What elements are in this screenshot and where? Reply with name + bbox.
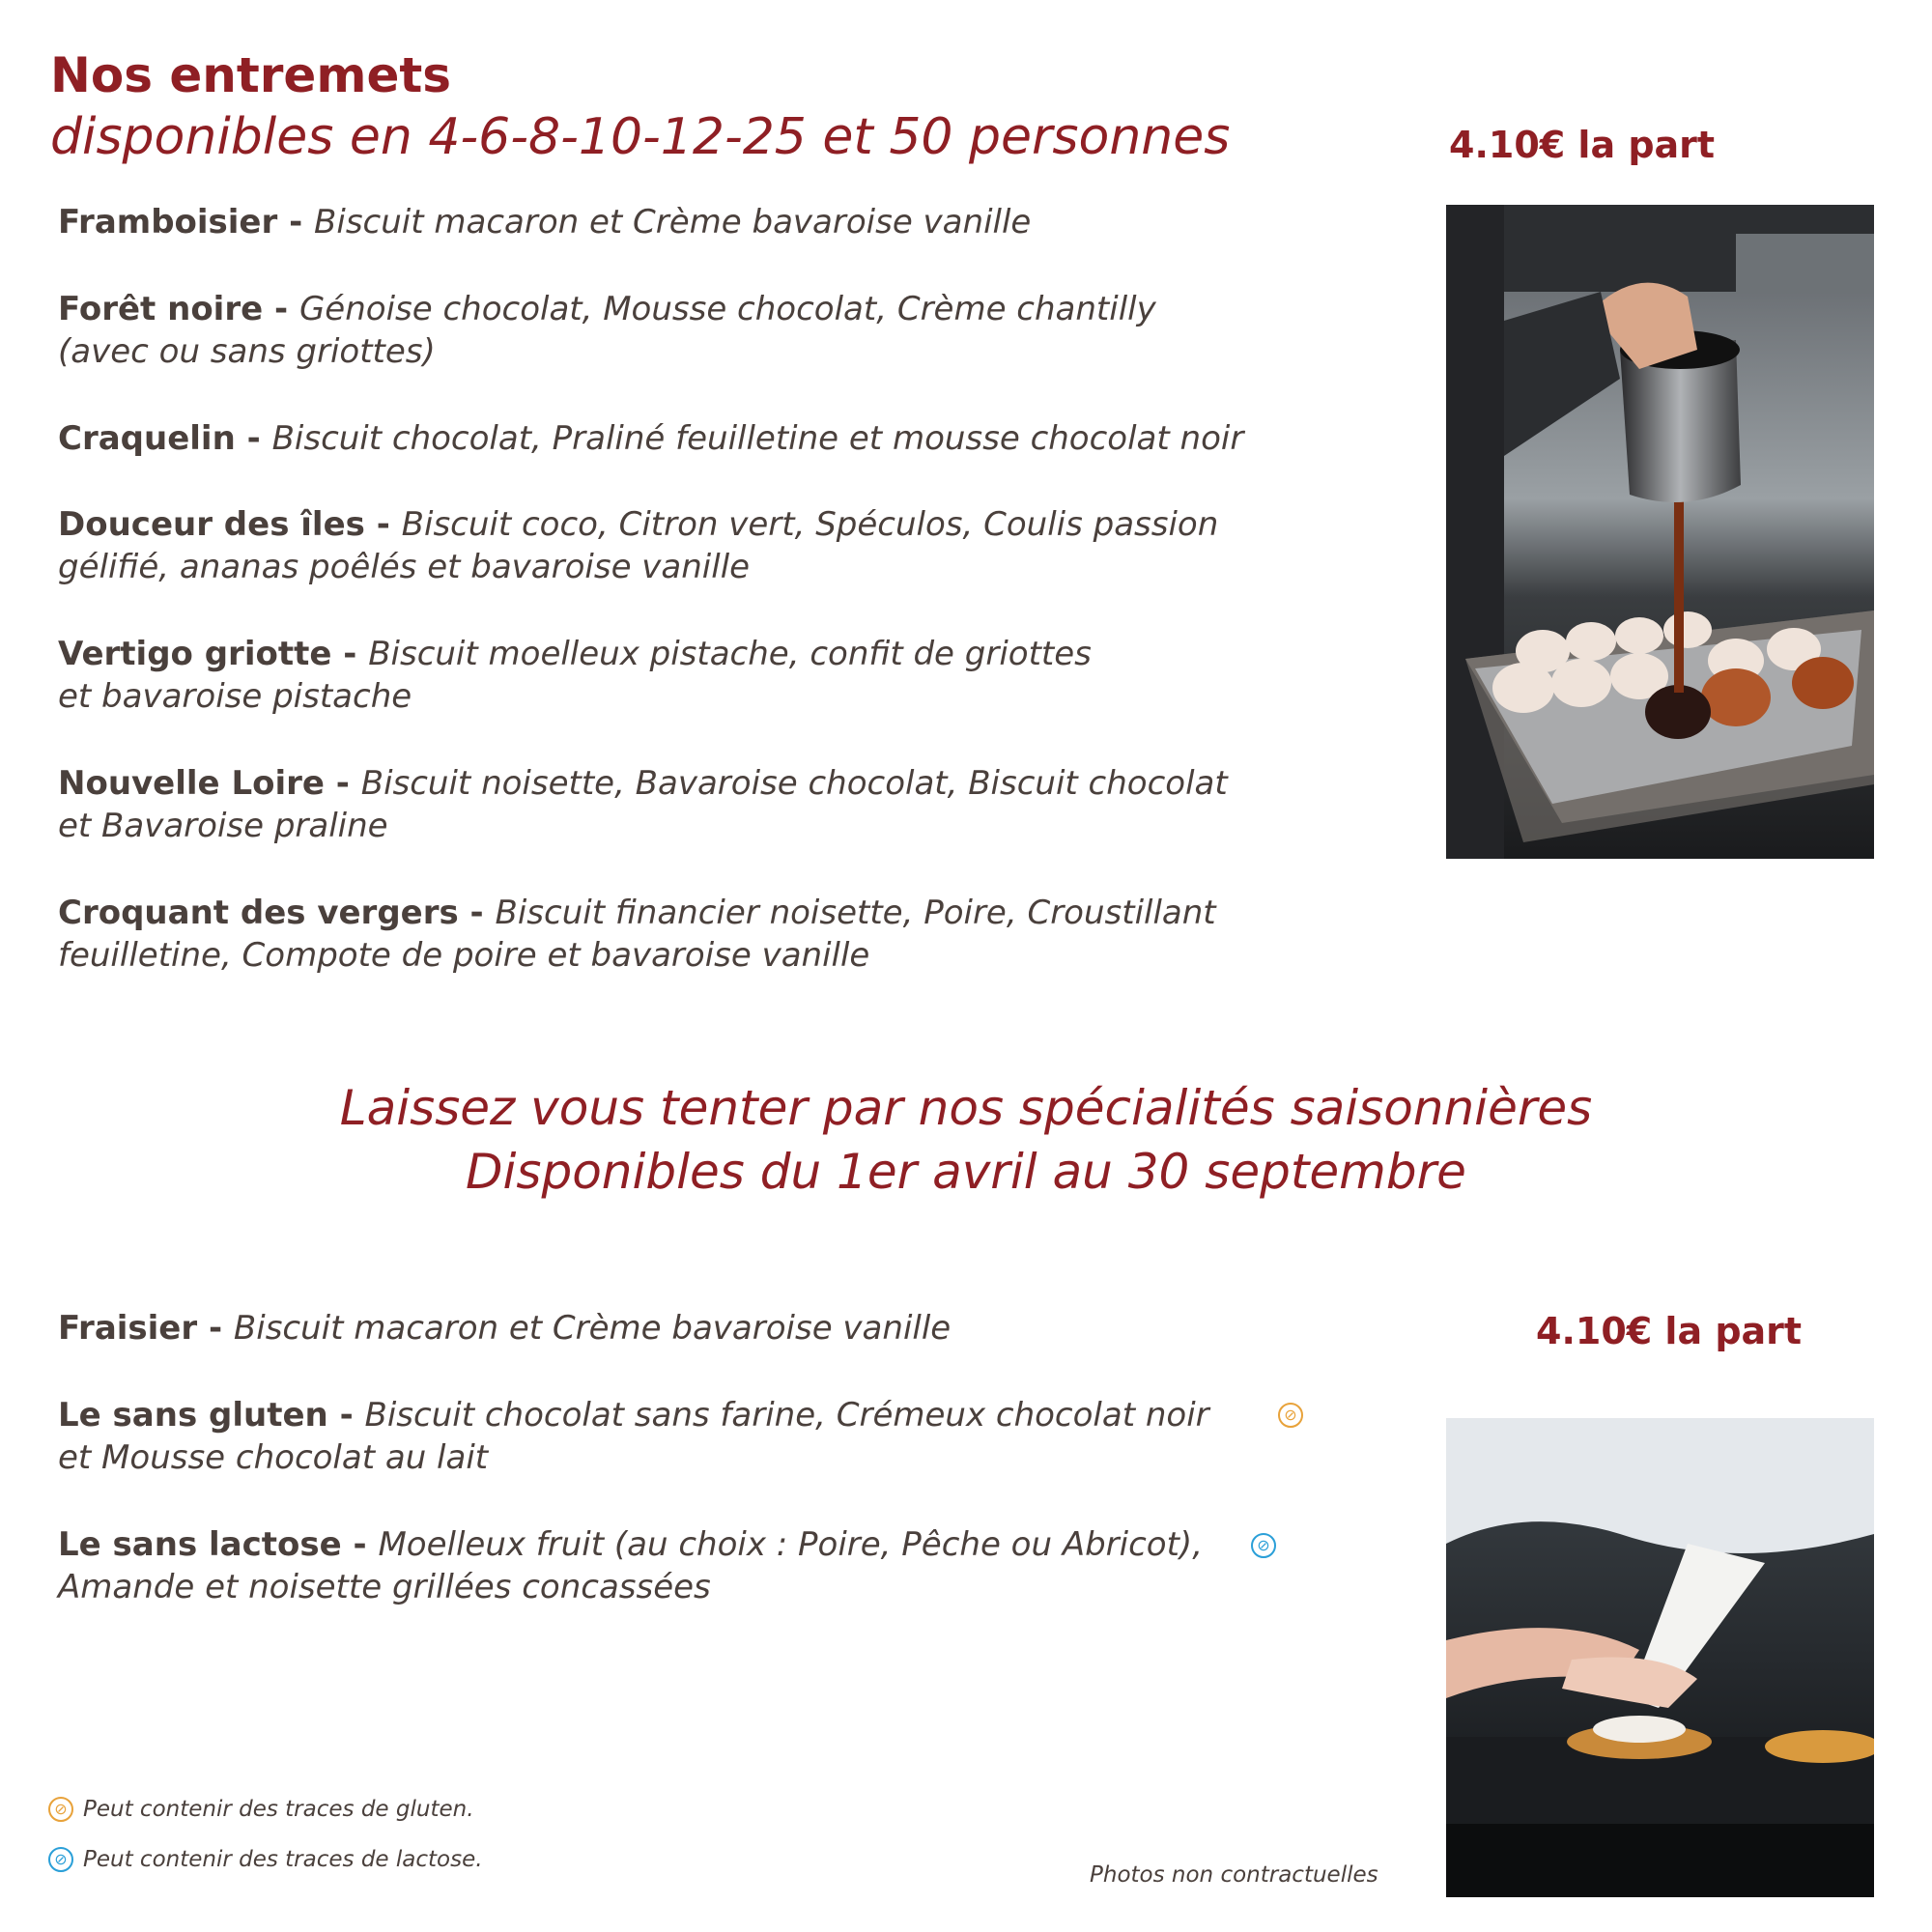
item-description: Biscuit macaron et Crème bavaroise vanille: [314, 203, 1032, 242]
legend-gluten-text: Peut contenir des traces de gluten.: [83, 1797, 474, 1822]
item-description-cont: Amande et noisette grillées concassées: [58, 1568, 711, 1606]
list-item: [58, 1394, 1323, 1479]
item-description: Biscuit chocolat sans farine, Crémeux chocolat noir: [364, 1396, 1209, 1435]
item-name: Fraisier -: [58, 1309, 234, 1348]
list-item: [58, 1523, 1323, 1608]
photos-disclaimer: Photos non contractuelles: [1090, 1862, 1378, 1888]
item-name: Croquant des vergers -: [58, 894, 496, 932]
item-description-cont: feuilletine, Compote de poire et bavaroise vanille: [58, 936, 870, 975]
item-name: Framboisier -: [58, 203, 315, 242]
list-item: [58, 503, 1323, 588]
item-description: Biscuit noisette, Bavaroise chocolat, Biscuit chocolat: [360, 764, 1228, 803]
item-name: Vertigo griotte -: [58, 635, 369, 673]
seasonal-heading-line1: Laissez vous tenter par nos spécialités saisonnières: [339, 1080, 1593, 1136]
item-description: Moelleux fruit (au choix : Poire, Pêche ou Abricot),: [378, 1525, 1204, 1564]
item-name: Douceur des îles -: [58, 505, 402, 544]
item-description: Biscuit financier noisette, Poire, Croustillant: [495, 894, 1216, 932]
legend-gluten: [48, 1797, 474, 1822]
no-gluten-icon: ⊘: [1278, 1403, 1303, 1428]
item-description: Biscuit macaron et Crème bavaroise vanille: [233, 1309, 952, 1348]
item-description-cont: gélifié, ananas poêlés et bavaroise vanille: [58, 548, 751, 586]
list-item: [58, 892, 1323, 977]
list-item: [58, 417, 1323, 460]
item-description: Génoise chocolat, Mousse chocolat, Crème chantilly: [298, 290, 1156, 328]
list-item: [58, 288, 1323, 373]
photo-piping-pastry: [1446, 1418, 1874, 1897]
item-name: Forêt noire -: [58, 290, 299, 328]
item-description-cont: et Bavaroise praline: [58, 807, 388, 845]
item-description: Biscuit coco, Citron vert, Spéculos, Coulis passion: [401, 505, 1219, 544]
no-lactose-icon: ⊘: [48, 1847, 73, 1872]
item-name: Nouvelle Loire -: [58, 764, 361, 803]
no-gluten-icon: ⊘: [48, 1797, 73, 1822]
list-item: [58, 762, 1323, 847]
legend-lactose: [48, 1847, 483, 1872]
photo-chocolate-glaze: [1446, 205, 1874, 859]
item-description: Biscuit moelleux pistache, confit de griottes: [368, 635, 1092, 673]
item-description-cont: et bavaroise pistache: [58, 677, 412, 716]
item-description: Biscuit chocolat, Praliné feuilletine et mousse chocolat noir: [271, 419, 1244, 458]
list-item: [58, 633, 1323, 718]
list-item: [58, 201, 1323, 243]
item-description-cont: et Mousse chocolat au lait: [58, 1438, 489, 1477]
item-name: Craquelin -: [58, 419, 272, 458]
no-lactose-icon: ⊘: [1251, 1533, 1276, 1558]
page-title: Nos entremets: [50, 47, 452, 103]
seasonal-heading-line2: Disponibles du 1er avril au 30 septembre: [466, 1144, 1466, 1200]
legend-lactose-text: Peut contenir des traces de lactose.: [83, 1847, 483, 1872]
item-name: Le sans lactose -: [58, 1525, 379, 1564]
price-label-entremets: 4.10€ la part: [1449, 124, 1716, 166]
item-name: Le sans gluten -: [58, 1396, 365, 1435]
item-description-cont: (avec ou sans griottes): [58, 332, 436, 371]
price-label-seasonal: 4.10€ la part: [1536, 1310, 1803, 1352]
page-subtitle: disponibles en 4-6-8-10-12-25 et 50 personnes: [50, 108, 1231, 166]
list-item: [58, 1307, 1323, 1350]
